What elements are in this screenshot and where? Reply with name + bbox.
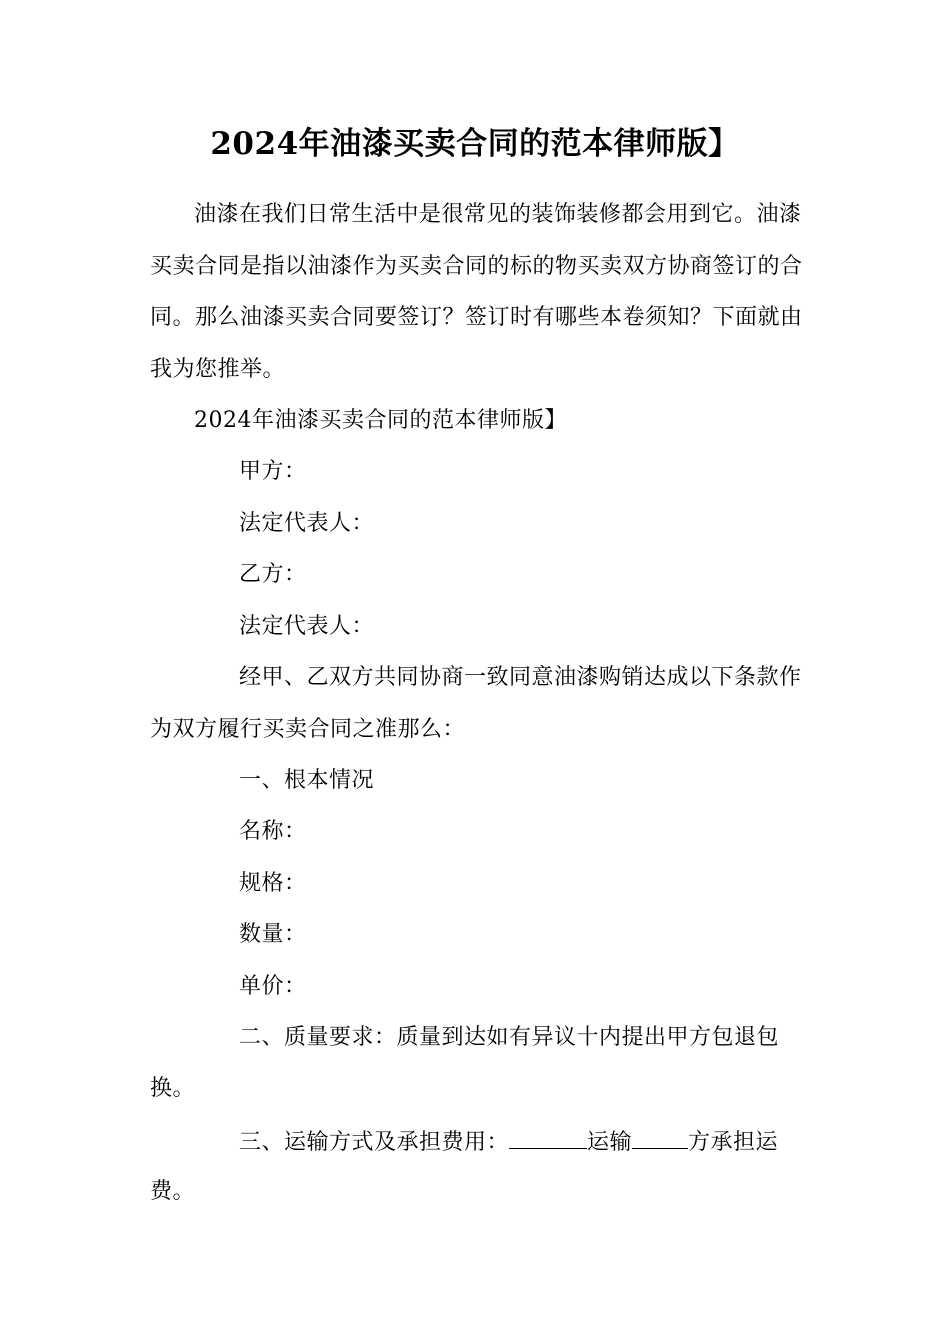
section-3-prefix: 三、运输方式及承担费用： xyxy=(239,1130,510,1155)
intro-line-2: 买卖合同是指以油漆作为买卖合同的标的物买卖双方协商签订的合 xyxy=(150,254,803,279)
agreement-line-1: 经甲、乙双方共同协商一致同意油漆购销达成以下条款作 xyxy=(239,665,802,690)
section-1-heading: 一、根本情况 xyxy=(239,768,375,793)
intro-line-3: 同。那么油漆买卖合同要签订？签订时有哪些本卷须知？下面就由 xyxy=(150,305,803,330)
quantity-label: 数量： xyxy=(239,922,307,947)
legal-rep-b-label: 法定代表人： xyxy=(239,614,375,639)
intro-line-1: 油漆在我们日常生活中是很常见的装饰装修都会用到它。油漆 xyxy=(194,202,802,227)
party-a-label: 甲方： xyxy=(239,459,307,484)
section-3-line-1 xyxy=(239,1126,778,1158)
legal-rep-a-label: 法定代表人： xyxy=(239,511,375,536)
section-3-line-2: 费。 xyxy=(150,1179,196,1204)
name-label: 名称： xyxy=(239,819,307,844)
cost-bearer-blank xyxy=(632,1126,688,1149)
section-3-middle: 运输 xyxy=(587,1130,633,1155)
section-2-line-1: 二、质量要求：质量到达如有异议十内提出甲方包退包 xyxy=(239,1025,780,1050)
intro-line-4: 我为您推举。 xyxy=(150,357,286,382)
party-b-label: 乙方： xyxy=(239,562,307,587)
spec-label: 规格： xyxy=(239,871,307,896)
transport-method-blank xyxy=(509,1126,587,1149)
unit-price-label: 单价： xyxy=(239,974,307,999)
section-3-suffix: 方承担运 xyxy=(688,1130,779,1155)
contract-subtitle: 2024年油漆买卖合同的范本律师版】 xyxy=(194,408,567,433)
section-2-line-2: 换。 xyxy=(150,1076,196,1101)
agreement-line-2: 为双方履行买卖合同之准那么： xyxy=(150,717,466,742)
document-title: 2024年油漆买卖合同的范本律师版】 xyxy=(210,126,740,162)
